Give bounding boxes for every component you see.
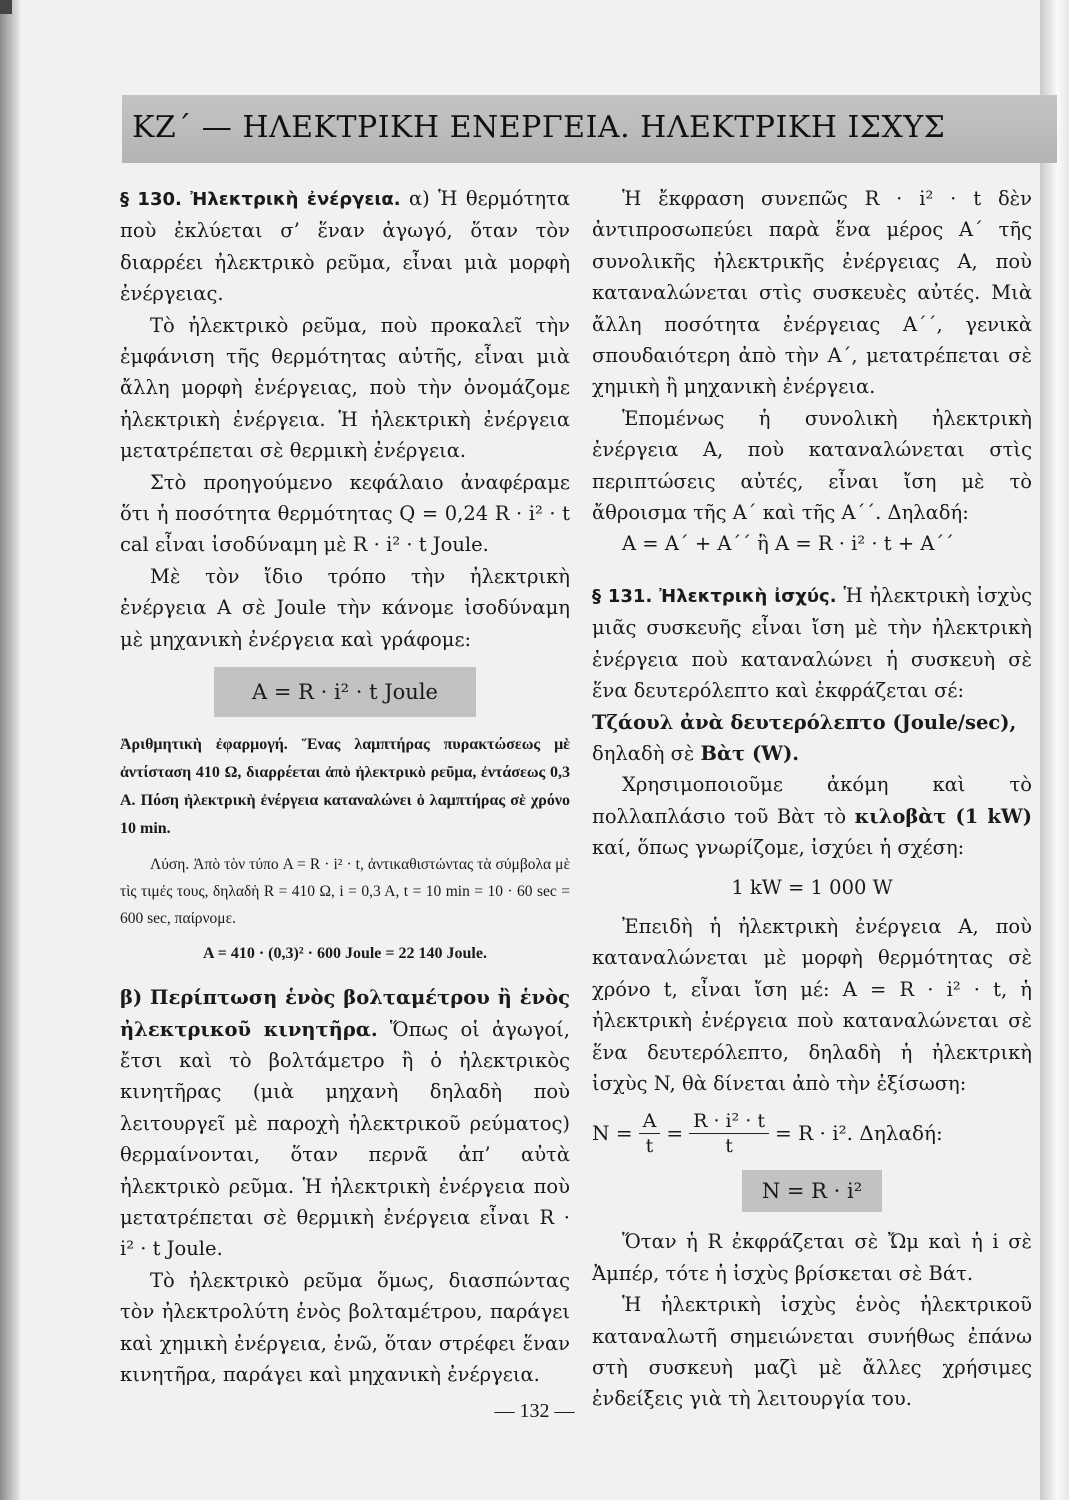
power-formula-box: N = R · i² — [742, 1170, 882, 1212]
section-131-number: § 131. — [592, 585, 660, 607]
kilowatt-unit: κιλοβὰτ (1 kW) — [854, 804, 1032, 828]
watt-unit: Βὰτ (W). — [700, 741, 800, 765]
section-131-intro — [592, 580, 1032, 707]
power-derivation — [592, 1109, 1032, 1158]
example-result: A = 410 · (0,3)² · 600 Joule = 22 140 Joule. — [203, 945, 487, 963]
paragraph: Ἡ ἠλεκτρικὴ ἰσχὺς ἑνὸς ἠλεκτρικοῦ καταναλωτῆ σημειώνεται συνήθως ἐπάνω στὴ συσκευὴ μαζὶ μὲ ἄλλες χρήσιμες ἐνδείξεις γιὰ τὴ λειτουργία του. — [592, 1293, 1032, 1411]
subsection-b — [120, 982, 570, 1265]
section-130-heading: Ἠλεκτρικὴ ἐνέργεια. — [190, 189, 401, 210]
fraction-a-over-t — [639, 1109, 661, 1158]
paragraph: Μὲ τὸν ἴδιο τρόπο τὴν ἠλεκτρικὴ ἐνέργεια Α σὲ Joule τὴν κάνομε ἰσοδύναμη μὲ μηχανικὴ ἐνέργεια καὶ γράφομε: — [120, 564, 570, 651]
paragraph: Ἑπομένως ἡ συνολικὴ ἠλεκτρικὴ ἐνέργεια Α, ποὺ καταναλώνεται στὶς περιπτώσεις αὐτές, εἶναι ἴση μὲ τὸ ἄθροισμα τῆς Α΄ καὶ τῆς Α΄΄. Δηλαδή: — [592, 406, 1032, 525]
example-heading: Ἀριθμητικὴ ἐφαρμογή. — [120, 736, 288, 754]
equals-sign: = — [666, 1121, 684, 1146]
example-problem — [120, 731, 570, 843]
paragraph: Στὸ προηγούμενο κεφάλαιο ἀναφέραμε ὅτι ἡ ποσότητα θερμότητας Q = 0,24 R · i² · t cal εἶναι ἰσοδύναμη μὲ R · i² · t Joule. — [120, 470, 570, 557]
section-130-number: § 130. — [120, 189, 191, 210]
chapter-title: ΚΖ΄ — ΗΛΕΚΤΡΙΚΗ ΕΝΕΡΓΕΙΑ. ΗΛΕΚΤΡΙΚΗ ΙΣΧΥΣ — [132, 110, 946, 145]
kilowatt-text-end: καί, ὅπως γνωρίζομε, ἰσχύει ἡ σχέση: — [592, 836, 965, 860]
corner-mark — [0, 0, 12, 14]
fraction-ri2t-over-t — [689, 1109, 769, 1158]
paragraph: Ὅταν ἡ R ἐκφράζεται σὲ Ὤμ καὶ ἡ i σὲ Ἀμπέρ, τότε ἡ ἰσχὺς βρίσκεται σὲ Βάτ. — [592, 1230, 1032, 1285]
kilowatt-formula: 1 kW = 1 000 W — [731, 875, 893, 899]
fraction-denominator: t — [725, 1135, 733, 1158]
paragraph: Ἐπειδὴ ἡ ἠλεκτρικὴ ἐνέργεια Α, ποὺ καταναλώνεται μὲ μορφὴ θερμότητας σὲ χρόνο t, εἶναι ἴση μέ: A = R · i² · t, ἡ ἠλεκτρικὴ ἐνέργεια ποὺ καταναλώνεται σὲ ἕνα δευτερόλεπτο, δηλαδὴ ἡ ἠλεκτρικὴ ἰσχὺς N, θὰ δίνεται ἀπὸ τὴν ἐξίσωση: — [592, 914, 1032, 1095]
paragraph-text: Ἡ ἠλεκτρικὴ ἰσχὺς μιᾶς συσκευῆς εἶναι ἴση μὲ τὴν ἠλεκτρικὴ ἐνέργεια ποὺ καταναλώνει ἡ συσκευὴ σὲ ἕνα δευτερόλεπτο καὶ ἐκφράζεται σέ: — [592, 583, 1032, 703]
kilowatt-paragraph — [592, 769, 1032, 863]
power-lhs: N = — [592, 1121, 633, 1146]
unit-line: Τζάουλ ἀνὰ δευτερόλεπτο (Joule/sec), — [592, 710, 1017, 734]
power-result-text: = R · i². Δηλαδή: — [775, 1121, 943, 1146]
page-number: — 132 — — [494, 1400, 575, 1422]
watt-prefix: δηλαδὴ σὲ — [592, 741, 701, 765]
right-column — [592, 183, 1032, 1415]
fraction-denominator: t — [645, 1135, 654, 1158]
subsection-b-heading: β) Περίπτωση ἑνὸς βολταμέτρου ἢ ἑνὸς ἠλεκτρικοῦ κινητῆρα. — [120, 986, 570, 1041]
paragraph-text: α) Ἡ θερμότητα ποὺ ἐκλύεται σ’ ἕναν ἀγωγό, ὅταν τὸν διαρρέει ἠλεκτρικὸ ρεῦμα, εἶναι μιὰ μορφὴ ἐνέργειας. — [120, 187, 570, 306]
energy-formula-box: A = R · i² · t Joule — [214, 667, 476, 717]
fraction-numerator: A — [639, 1109, 661, 1134]
section-131-heading: Ἠλεκτρικὴ ἰσχύς. — [659, 585, 837, 607]
page-gutter-shadow — [0, 0, 20, 1500]
subsection-b-text: Ὅπως οἱ ἀγωγοί, ἔτσι καὶ τὸ βολτάμετρο ἢ ὁ ἠλεκτρικὸς κινητῆρας (μιὰ μηχανὴ δηλαδὴ ποὺ λειτουργεῖ μὲ παροχὴ ἠλεκτρικοῦ ρεύματος) θερμαίνονται, ὅταν περνᾶ ἀπ’ αὐτὰ ἠλεκτρικὸ ρεῦμα. Ἡ ἠλεκτρικὴ ἐνέργεια ποὺ μετατρέπεται σὲ θερμικὴ ἐνέργεια εἶναι R · i² · t Joule. — [120, 1017, 570, 1261]
paragraph: Τὸ ἠλεκτρικὸ ρεῦμα ὅμως, διασπώντας τὸν ἠλεκτρολύτη ἑνὸς βολταμέτρου, παράγει καὶ χημικὴ ἐνέργεια, ἐνῶ, ὅταν στρέφει ἕναν κινητῆρα, παράγει καὶ μηχανικὴ ἐνέργεια. — [120, 1268, 570, 1386]
example-solution: Λύση. Ἀπὸ τὸν τύπο A = R · i² · t, ἀντικαθιστώντας τὰ σύμβολα μὲ τὶς τιμές τους, δηλαδὴ R = 410 Ω, i = 0,3 A, t = 10 min = 10 · 60 sec = 600 sec, παίρνομε. — [120, 856, 570, 928]
watt-line — [592, 738, 1032, 769]
fraction-numerator: R · i² · t — [689, 1109, 769, 1134]
left-column — [120, 183, 570, 1390]
paragraph: Τὸ ἠλεκτρικὸ ρεῦμα, ποὺ προκαλεῖ τὴν ἐμφάνιση τῆς θερμότητας αὐτῆς, εἶναι μιὰ ἄλλη μορφὴ ἐνέργειας, ποὺ τὴν ὀνομάζομε ἠλεκτρικὴ ἐνέργεια. Ἡ ἠλεκτρικὴ ἐνέργεια μετατρέπεται σὲ θερμικὴ ἐνέργεια. — [120, 313, 570, 463]
section-130-intro — [120, 183, 570, 310]
paragraph: Ἡ ἔκφραση συνεπῶς R · i² · t δὲν ἀντιπροσωπεύει παρὰ ἕνα μέρος Α΄ τῆς συνολικῆς ἠλεκτρικῆς ἐνέργειας Α, ποὺ καταναλώνεται στὶς συσκευὲς αὐτές. Μιὰ ἄλλη ποσότητα ἐνέργειας Α΄΄, γενικὰ σπουδαιότερη ἀπὸ τὴν Α΄, μετατρέπεται σὲ χημικὴ ἢ μηχανικὴ ἐνέργεια. — [592, 187, 1032, 399]
next-page-edge — [1040, 0, 1069, 1500]
kilowatt-text-start: Χρησιμοποιοῦμε ἀκόμη καὶ τὸ πολλαπλάσιο τοῦ Βὰτ τὸ — [592, 773, 1032, 828]
sum-formula: A = A΄ + A΄΄ ἢ A = R · i² · t + A΄΄ — [622, 532, 954, 556]
example-text: Ἕνας λαμπτήρας πυρακτώσεως μὲ ἀντίσταση 410 Ω, διαρρέεται ἀπὸ ἠλεκτρικὸ ρεῦμα, ἐντάσεως 0,3 Α. Πόση ἠλεκτρικὴ ἐνέργεια καταναλώνει ὁ λαμπτήρας σὲ χρόνο 10 min. — [120, 736, 570, 838]
